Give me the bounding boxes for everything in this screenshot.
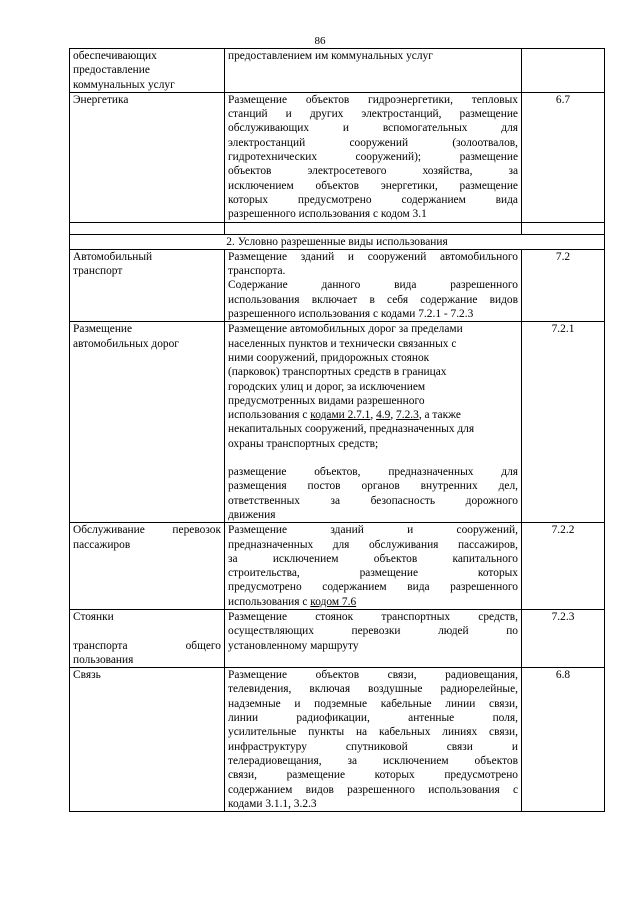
- table-row: [70, 609, 605, 667]
- use-description-cell: [225, 92, 522, 222]
- section-title: 2. Условно разрешенные виды использования: [70, 234, 605, 249]
- use-code-cell: 7.2.3: [522, 609, 605, 667]
- code-link[interactable]: кодом 7.6: [310, 595, 357, 608]
- use-name-cell: [70, 49, 225, 93]
- use-name-cell: [70, 322, 225, 523]
- use-code-cell: 7.2.2: [522, 523, 605, 610]
- use-name-line: автомобильных дорог: [73, 337, 179, 350]
- empty-cell: [70, 222, 225, 234]
- description-line: разрешенного использования с кодами 7.2.1 - 7.2.3: [228, 308, 474, 321]
- description-line: установленному маршруту: [228, 639, 359, 652]
- description-line: размещение объектов, предназначенных для: [228, 466, 518, 479]
- use-name-line: [73, 624, 221, 638]
- description-line: (парковок) транспортных средств в границах: [228, 366, 447, 379]
- description-line: предусмотрено содержанием вида разрешенного: [228, 581, 518, 594]
- table-row: [70, 322, 605, 523]
- table-row: [70, 523, 605, 610]
- use-name-line: коммунальных услуг: [73, 78, 175, 91]
- description-line: Размещение стоянок транспортных средств,: [228, 610, 518, 623]
- description-line: содержанием видов разрешенного использования с: [228, 783, 518, 796]
- description-line: разрешенного использования с кодом 3.1: [228, 208, 427, 221]
- use-description-cell: [225, 49, 522, 93]
- description-text: использования с: [228, 409, 311, 422]
- description-text: , а также: [418, 409, 461, 422]
- description-line: исключением объектов энергетики, размещение: [228, 179, 518, 192]
- description-line: предоставлением им коммунальных услуг: [228, 50, 433, 62]
- use-name-line: Связь: [73, 669, 101, 682]
- description-text: ,: [390, 409, 397, 422]
- description-line: Размещение объектов гидроэнергетики, тепловых: [228, 93, 518, 106]
- description-line: телерадиовещания, за исключением объектов: [228, 754, 518, 767]
- description-line: линии радиофикации, антенные поля,: [228, 712, 518, 725]
- use-code-cell: 7.2.1: [522, 322, 605, 523]
- description-line: кодами 3.1.1, 3.2.3: [228, 797, 317, 810]
- description-line: осуществляющих перевозки людей по: [228, 625, 518, 638]
- use-name-line: Энергетика: [73, 93, 129, 106]
- use-code-cell: 7.2: [522, 249, 605, 321]
- use-code-cell: [522, 49, 605, 93]
- description-line: использования включает в себя содержание видов: [228, 293, 518, 306]
- use-description-cell: [225, 322, 522, 523]
- description-line: охраны транспортных средств;: [228, 437, 379, 450]
- description-line: Размещение автомобильных дорог за пределами: [228, 323, 463, 336]
- use-name-cell: [70, 668, 225, 812]
- empty-cell: [225, 222, 522, 234]
- description-line: за исключением объектов капитального: [228, 552, 518, 565]
- description-line: некапитальных сооружений, предназначенных для: [228, 423, 475, 436]
- use-description-cell: [225, 249, 522, 321]
- table-row: [70, 92, 605, 222]
- description-line: инфраструктуру спутниковой связи и: [228, 740, 518, 753]
- description-line: [228, 408, 518, 422]
- empty-row: [70, 222, 605, 234]
- description-line: размещения постов органов внутренних дел,: [228, 480, 518, 493]
- use-description-cell: [225, 523, 522, 610]
- section-heading-row: [70, 234, 605, 249]
- description-text: использования с: [228, 595, 311, 608]
- description-line: ними сооружений, придорожных стоянок: [228, 351, 430, 364]
- use-name-line: Автомобильный: [73, 250, 153, 263]
- description-line: [228, 595, 518, 609]
- use-name-cell: [70, 609, 225, 667]
- description-line: Размещение зданий и сооружений автомобильного: [228, 250, 518, 263]
- land-use-table: [69, 48, 605, 812]
- description-line: строительства, размещение которых: [228, 567, 518, 580]
- description-line: предусмотренных видами разрешенного: [228, 394, 425, 407]
- use-name-line: пассажиров: [73, 538, 131, 551]
- description-line: населенных пунктов и технически связанных с: [228, 337, 457, 350]
- description-line: Размещение зданий и сооружений,: [228, 524, 518, 537]
- use-name-line: обеспечивающих: [73, 50, 157, 62]
- use-name-line: предоставление: [73, 64, 150, 77]
- description-line: усилительные пункты на кабельных линиях связи,: [228, 726, 518, 739]
- table-row: [70, 668, 605, 812]
- use-name-line: Размещение: [73, 323, 133, 336]
- description-line: станций и других электростанций, размещение: [228, 108, 518, 121]
- description-line: которых предусмотрено содержанием вида: [228, 193, 518, 206]
- description-line: движения: [228, 508, 276, 521]
- description-line: обслуживающих и вспомогательных для: [228, 122, 518, 135]
- use-name-cell: [70, 92, 225, 222]
- description-line: телевидения, включая воздушные радиорелейные,: [228, 683, 518, 696]
- use-name-line: Обслуживание перевозок: [73, 524, 221, 537]
- description-line: ответственных за безопасность дорожного: [228, 494, 518, 507]
- description-line: связи, размещение которых предусмотрено: [228, 769, 518, 782]
- use-name-line: транспорта общего: [73, 639, 221, 652]
- description-line: объектов электросетевого хозяйства, за: [228, 165, 518, 178]
- use-name-line: Стоянки: [73, 610, 114, 623]
- use-code-cell: 6.8: [522, 668, 605, 812]
- description-line: Содержание данного вида разрешенного: [228, 279, 518, 292]
- description-text: ,: [370, 409, 377, 422]
- description-line: электростанций сооружений (золоотвалов,: [228, 136, 518, 149]
- page-number: 86: [314, 35, 326, 47]
- description-line: транспорта.: [228, 265, 286, 278]
- description-line: городских улиц и дорог, за исключением: [228, 380, 426, 393]
- code-link[interactable]: кодами 2.7.1: [310, 409, 371, 422]
- use-description-cell: [225, 609, 522, 667]
- table-row: [70, 49, 605, 93]
- use-description-cell: [225, 668, 522, 812]
- description-line: Размещение объектов связи, радиовещания,: [228, 669, 518, 682]
- use-name-cell: [70, 523, 225, 610]
- use-code-cell: 6.7: [522, 92, 605, 222]
- paragraph-gap: [228, 451, 518, 465]
- code-link[interactable]: 4.9: [376, 409, 391, 422]
- description-line: надземные и подземные кабельные линии связи,: [228, 697, 518, 710]
- empty-cell: [522, 222, 605, 234]
- description-line: предназначенных для обслуживания пассажиров,: [228, 538, 518, 551]
- use-name-cell: [70, 249, 225, 321]
- use-name-line: транспорт: [73, 265, 123, 278]
- description-line: гидротехнических сооружений); размещение: [228, 151, 518, 164]
- code-link[interactable]: 7.2.3: [396, 409, 419, 422]
- table-row: [70, 249, 605, 321]
- use-name-line: пользования: [73, 653, 134, 666]
